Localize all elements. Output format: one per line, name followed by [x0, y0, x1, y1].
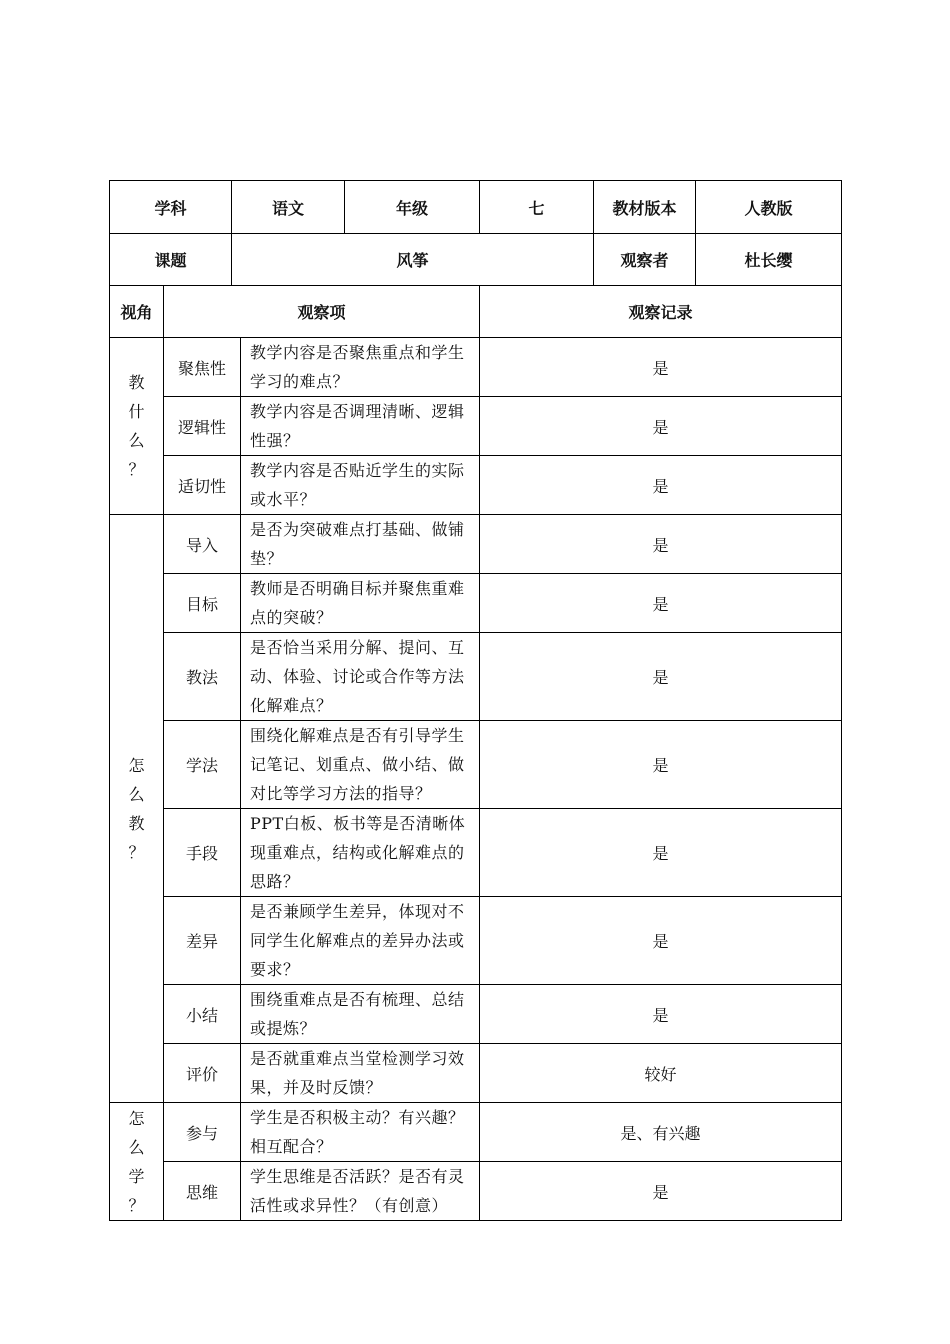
record-cell: 是: [480, 397, 842, 456]
record-cell: 是: [480, 721, 842, 809]
grade-value: 七: [480, 181, 594, 234]
angle-char: 怎: [128, 1108, 145, 1128]
record-cell: 是: [480, 1162, 842, 1221]
item-name: 差异: [164, 897, 241, 985]
angle-char: 怎: [128, 755, 145, 775]
column-header-row: [110, 286, 842, 338]
record-cell: 是: [480, 897, 842, 985]
table-row: [110, 338, 842, 397]
angle-char: ？: [128, 1195, 145, 1215]
angle-char: 学: [128, 1166, 145, 1186]
angle-char: 教: [128, 813, 145, 833]
grade-label: 年级: [345, 181, 480, 234]
angle-char: 么: [128, 1137, 145, 1157]
topic-value: 风筝: [232, 234, 594, 286]
edition-label: 教材版本: [594, 181, 696, 234]
item-question: 是否恰当采用分解、提问、互动、体验、讨论或合作等方法化解难点？: [241, 633, 480, 721]
record-cell: 是: [480, 985, 842, 1044]
record-cell: 是: [480, 809, 842, 897]
item-name: 小结: [164, 985, 241, 1044]
item-question: 是否为突破难点打基础、做铺垫？: [241, 515, 480, 574]
angle-cell: [110, 1103, 164, 1221]
table-row: [110, 1044, 842, 1103]
record-cell: 是、有兴趣: [480, 1103, 842, 1162]
info-row-1: [110, 181, 842, 234]
table-row: [110, 1162, 842, 1221]
table-row: [110, 985, 842, 1044]
table-row: [110, 1103, 842, 1162]
item-name: 思维: [164, 1162, 241, 1221]
item-question: 教学内容是否贴近学生的实际或水平？: [241, 456, 480, 515]
subject-value: 语文: [232, 181, 345, 234]
angle-char: 么: [128, 431, 145, 450]
angle-char: 教: [128, 373, 145, 392]
record-header: 观察记录: [480, 286, 842, 338]
item-name: 手段: [164, 809, 241, 897]
record-cell: 是: [480, 574, 842, 633]
table-row: [110, 633, 842, 721]
angle-char: 什: [128, 402, 145, 421]
item-question: 围绕重难点是否有梳理、总结或提炼？: [241, 985, 480, 1044]
table-row: [110, 397, 842, 456]
item-name: 教法: [164, 633, 241, 721]
table-row: [110, 897, 842, 985]
edition-value: 人教版: [696, 181, 842, 234]
item-name: 目标: [164, 574, 241, 633]
item-name: 适切性: [164, 456, 241, 515]
angle-header: 视角: [110, 286, 164, 338]
item-question: 教学内容是否调理清晰、逻辑性强？: [241, 397, 480, 456]
table-row: [110, 574, 842, 633]
item-question: 是否就重难点当堂检测学习效果，并及时反馈？: [241, 1044, 480, 1103]
angle-cell: [110, 515, 164, 1103]
angle-cell: [110, 338, 164, 515]
record-cell: 是: [480, 515, 842, 574]
record-cell: 是: [480, 338, 842, 397]
item-question: 教学内容是否聚焦重点和学生学习的难点？: [241, 338, 480, 397]
item-name: 逻辑性: [164, 397, 241, 456]
table-row: [110, 456, 842, 515]
table-row: [110, 721, 842, 809]
item-question: 围绕化解难点是否有引导学生记笔记、划重点、做小结、做对比等学习方法的指导？: [241, 721, 480, 809]
angle-char: ？: [128, 460, 145, 479]
info-row-2: [110, 234, 842, 286]
observer-value: 杜长缨: [696, 234, 842, 286]
table-row: [110, 515, 842, 574]
item-question: 学生是否积极主动？有兴趣？相互配合？: [241, 1103, 480, 1162]
topic-label: 课题: [110, 234, 232, 286]
record-cell: 是: [480, 456, 842, 515]
item-name: 学法: [164, 721, 241, 809]
observation-table: [109, 180, 842, 1221]
angle-char: 么: [128, 784, 145, 804]
table-row: [110, 809, 842, 897]
item-question: 是否兼顾学生差异，体现对不同学生化解难点的差异办法或要求？: [241, 897, 480, 985]
item-name: 参与: [164, 1103, 241, 1162]
observer-label: 观察者: [594, 234, 696, 286]
item-question: PPT白板、板书等是否清晰体现重难点，结构或化解难点的思路？: [241, 809, 480, 897]
record-cell: 较好: [480, 1044, 842, 1103]
item-name: 评价: [164, 1044, 241, 1103]
record-cell: 是: [480, 633, 842, 721]
item-name: 导入: [164, 515, 241, 574]
subject-label: 学科: [110, 181, 232, 234]
item-question: 教师是否明确目标并聚焦重难点的突破？: [241, 574, 480, 633]
item-header: 观察项: [164, 286, 480, 338]
item-name: 聚焦性: [164, 338, 241, 397]
item-question: 学生思维是否活跃？是否有灵活性或求异性？（有创意）: [241, 1162, 480, 1221]
angle-char: ？: [128, 842, 145, 862]
